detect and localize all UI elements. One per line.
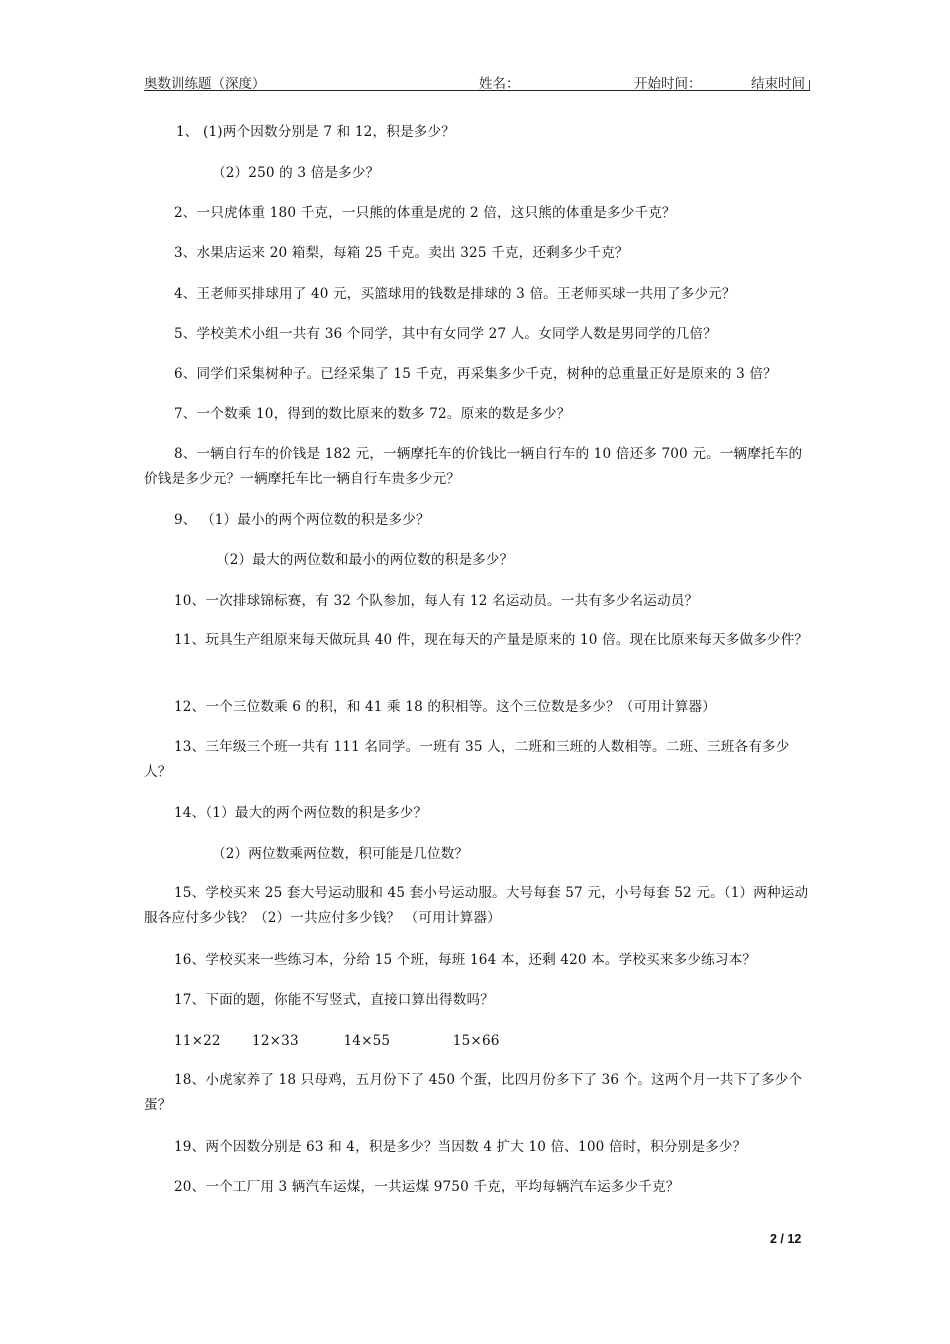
problem-20: 20、一个工厂用 3 辆汽车运煤，一共运煤 9750 千克，平均每辆汽车运多少千克？	[174, 1179, 680, 1195]
problem-8: 8、一辆自行车的价钱是 182 元，一辆摩托车的价钱比一辆自行车的 10 倍还多 700 元。一辆摩托车的价钱是多少元？一辆摩托车比一辆自行车贵多少元？	[144, 446, 803, 487]
header-edge-mark	[809, 80, 810, 91]
end-time-label: 结束时间	[751, 76, 805, 92]
problem-10: 10、一次排球锦标赛，有 32 个队参加，每人有 12 名运动员。一共有多少名运动员？	[174, 593, 699, 609]
problem-5: 5、学校美术小组一共有 36 个同学，其中有女同学 27 人。女同学人数是男同学的几倍？	[174, 326, 717, 342]
problem-4: 4、王老师买排球用了 40 元，买篮球用的钱数是排球的 3 倍。王老师买球一共用了多少元？	[174, 286, 736, 302]
problem-3: 3、水果店运来 20 箱梨，每箱 25 千克。卖出 325 千克，还剩多少千克？	[174, 245, 629, 261]
header-divider	[144, 90, 810, 91]
problem-17-expressions: 11×22 12×33 14×55 15×66	[174, 1033, 500, 1049]
start-time-label: 开始时间：	[634, 76, 702, 92]
name-label: 姓名：	[479, 76, 520, 92]
problem-17: 17、下面的题，你能不写竖式，直接口算出得数吗？	[174, 992, 494, 1008]
problem-7: 7、一个数乘 10，得到的数比原来的数多 72。原来的数是多少？	[174, 406, 571, 422]
problem-14-part-1: 14、（1）最大的两个两位数的积是多少？	[174, 805, 428, 821]
problem-15: 15、学校买来 25 套大号运动服和 45 套小号运动服。大号每套 57 元，小号每套 52 元。（1）两种运动服各应付多少钱？（2）一共应付多少钱？ （可用计算器）	[144, 885, 809, 926]
page-number: 2 / 12	[770, 1232, 802, 1246]
page-header	[144, 72, 810, 90]
problem-2: 2、一只虎体重 180 千克，一只熊的体重是虎的 2 倍，这只熊的体重是多少千克？	[174, 205, 676, 221]
problem-19: 19、两个因数分别是 63 和 4，积是多少？当因数 4 扩大 10 倍、100 倍时，积分别是多少？	[174, 1139, 747, 1155]
problem-18: 18、小虎家养了 18 只母鸡，五月份下了 450 个蛋，比四月份多下了 36 个。这两个月一共下了多少个蛋？	[144, 1072, 803, 1113]
problem-1-part-2: （2）250 的 3 倍是多少？	[212, 165, 380, 181]
problem-9-part-1: 9、 （1）最小的两个两位数的积是多少？	[174, 512, 430, 528]
problem-12: 12、一个三位数乘 6 的积，和 41 乘 18 的积相等。这个三位数是多少？（可用计算器）	[174, 699, 716, 715]
problem-1-part-1: 1、 (1)两个因数分别是 7 和 12，积是多少？	[176, 124, 455, 140]
problem-9-part-2: （2）最大的两位数和最小的两位数的积是多少？	[216, 552, 514, 568]
problem-6: 6、同学们采集树种子。已经采集了 15 千克，再采集多少千克，树种的总重量正好是原来的 3 倍？	[174, 366, 777, 382]
problem-11: 11、玩具生产组原来每天做玩具 40 件，现在每天的产量是原来的 10 倍。现在比原来每天多做多少件？	[174, 632, 809, 648]
problem-16: 16、学校买来一些练习本，分给 15 个班，每班 164 本，还剩 420 本。学校买来多少练习本？	[174, 952, 757, 968]
problem-14-part-2: （2）两位数乘两位数，积可能是几位数？	[212, 846, 469, 862]
worksheet-title: 奥数训练题（深度）	[144, 76, 266, 92]
problem-13: 13、三年级三个班一共有 111 名同学。一班有 35 人，二班和三班的人数相等。二班、三班各有多少人？	[144, 739, 790, 780]
